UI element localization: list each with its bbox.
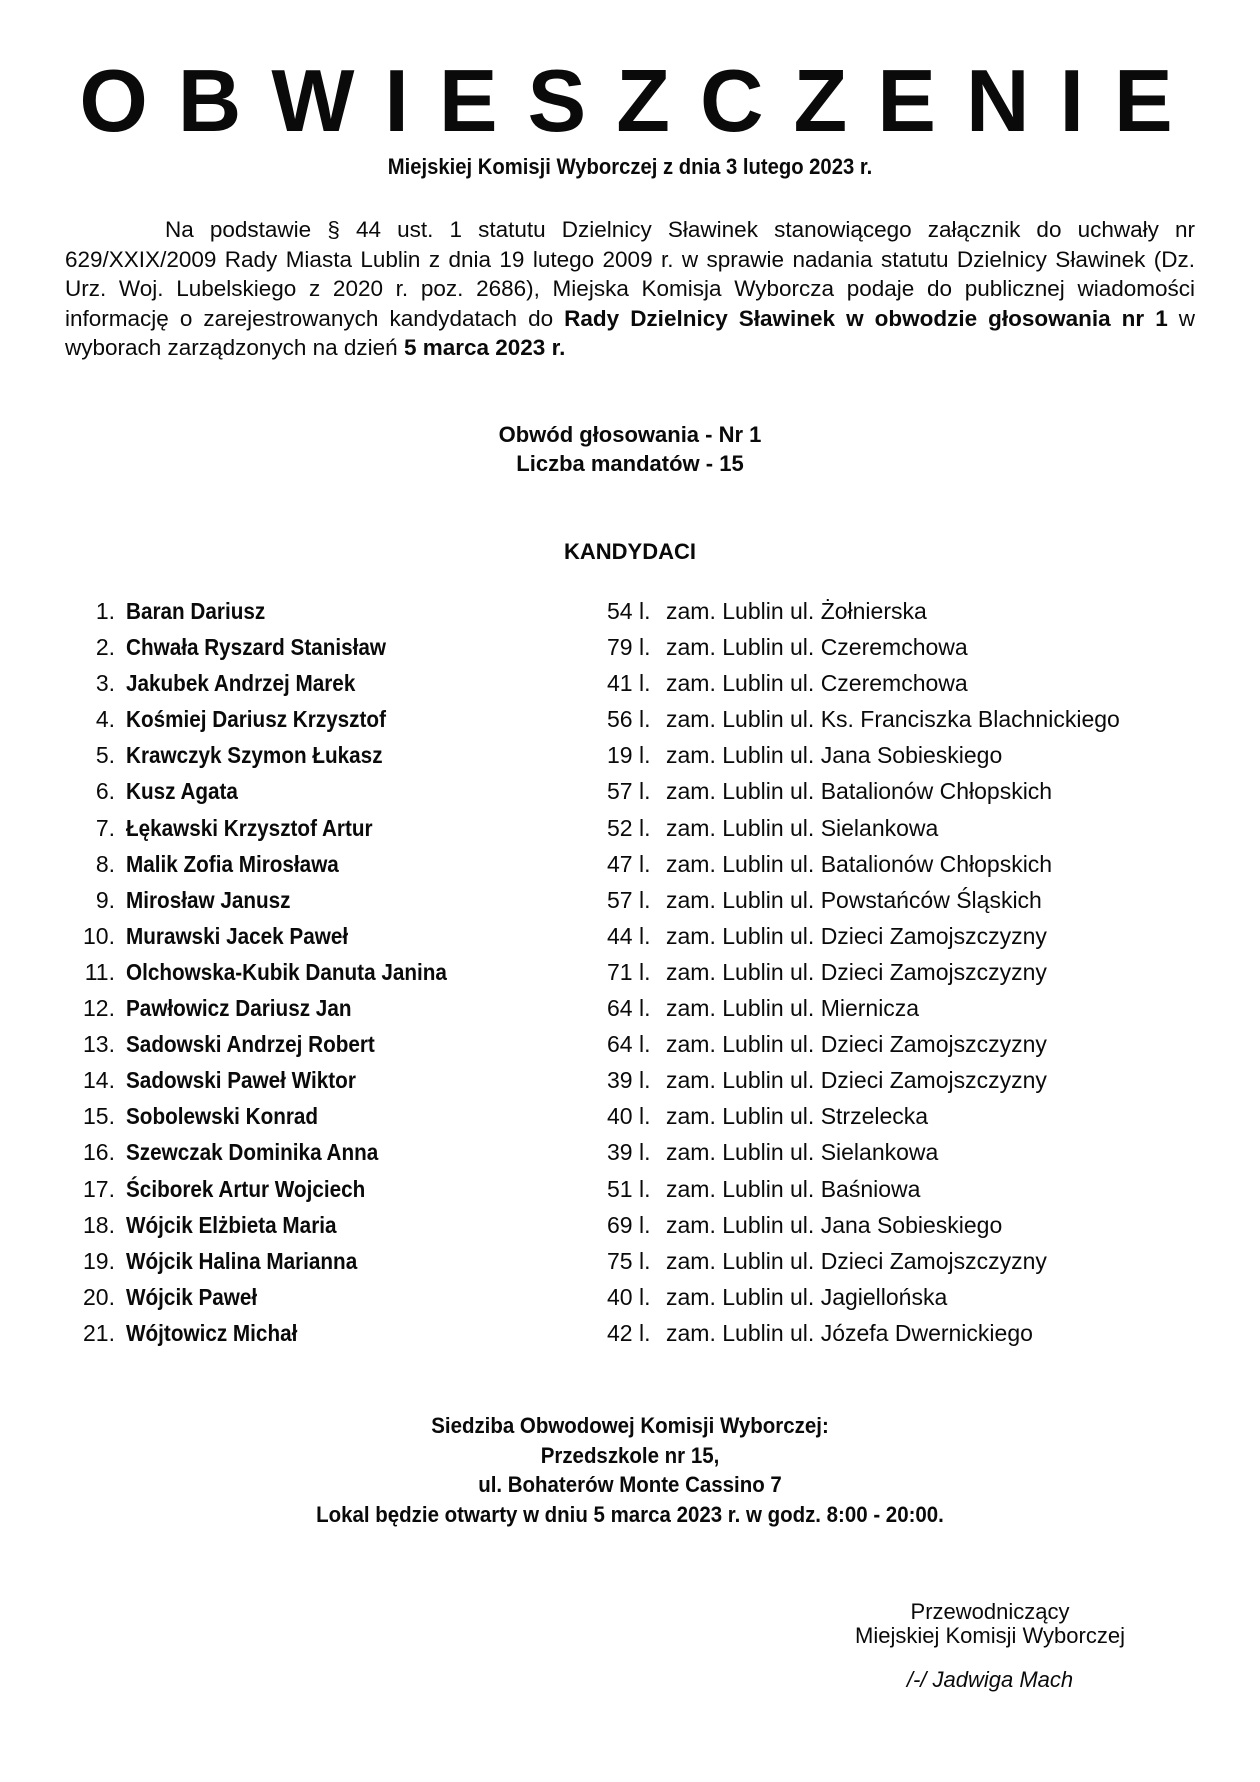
candidate-address: zam. Lublin ul. Dzieci Zamojszczyzny xyxy=(666,958,1047,985)
candidate-row xyxy=(0,993,1260,1029)
candidate-address: zam. Lublin ul. Jana Sobieskiego xyxy=(666,1211,1003,1238)
candidate-address: zam. Lublin ul. Jagiellońska xyxy=(666,1283,948,1310)
candidate-number: 16. xyxy=(83,1139,115,1166)
candidate-row xyxy=(0,668,1260,704)
candidate-row xyxy=(0,1065,1260,1101)
candidate-address: zam. Lublin ul. Dzieci Zamojszczyzny xyxy=(666,922,1047,949)
signature-name: /-/ Jadwiga Mach xyxy=(906,1667,1074,1692)
candidate-number: 13. xyxy=(83,1031,115,1058)
candidate-row xyxy=(0,632,1260,668)
signature-role-line2: Miejskiej Komisji Wyborczej xyxy=(855,1623,1125,1648)
candidate-number: 18. xyxy=(83,1211,115,1238)
candidate-age: 57 l. xyxy=(607,778,651,805)
candidate-age: 54 l. xyxy=(607,598,651,624)
seat-address: ul. Bohaterów Monte Cassino 7 xyxy=(478,1472,782,1497)
seat-heading: Siedziba Obwodowej Komisji Wyborczej: xyxy=(431,1413,829,1438)
candidate-age: 79 l. xyxy=(607,634,651,661)
candidate-address: zam. Lublin ul. Ks. Franciszka Blachnickiego xyxy=(666,706,1120,733)
district-number: Obwód głosowania - Nr 1 xyxy=(498,422,762,447)
candidate-name: Sobolewski Konrad xyxy=(126,1103,319,1130)
candidate-age: 56 l. xyxy=(607,706,651,733)
candidate-row xyxy=(0,1174,1260,1210)
candidate-row xyxy=(0,740,1260,776)
candidate-address: zam. Lublin ul. Batalionów Chłopskich xyxy=(666,850,1053,877)
candidate-number: 2. xyxy=(95,634,115,661)
candidate-age: 57 l. xyxy=(607,886,651,913)
candidate-number: 6. xyxy=(95,778,115,805)
candidate-age: 64 l. xyxy=(607,1031,651,1058)
candidate-name: Wójcik Halina Marianna xyxy=(126,1247,358,1274)
candidate-name: Wójcik Paweł xyxy=(126,1283,258,1310)
candidate-row xyxy=(0,849,1260,885)
candidate-address: zam. Lublin ul. Dzieci Zamojszczyzny xyxy=(666,1031,1047,1058)
candidate-age: 51 l. xyxy=(607,1175,651,1202)
candidate-address: zam. Lublin ul. Batalionów Chłopskich xyxy=(666,778,1053,805)
candidate-name: Pawłowicz Dariusz Jan xyxy=(126,995,352,1022)
candidate-row xyxy=(0,813,1260,849)
candidate-row xyxy=(0,885,1260,921)
candidate-number: 19. xyxy=(83,1247,115,1274)
candidate-number: 21. xyxy=(83,1319,115,1346)
candidate-number: 9. xyxy=(95,886,115,913)
intro-text-part2: w wyborach zarządzonych na dzień xyxy=(65,305,1195,360)
candidate-row xyxy=(0,957,1260,993)
candidate-address: zam. Lublin ul. Strzelecka xyxy=(666,1103,929,1130)
signature-role-line1: Przewodniczący xyxy=(910,1599,1070,1624)
candidate-address: zam. Lublin ul. Czeremchowa xyxy=(666,670,968,697)
seat-opening-hours: Lokal będzie otwarty w dniu 5 marca 2023 r. w godz. 8:00 - 20:00. xyxy=(316,1501,944,1527)
candidate-name: Sadowski Andrzej Robert xyxy=(126,1031,375,1058)
candidate-row xyxy=(0,776,1260,812)
candidate-address: zam. Lublin ul. Józefa Dwernickiego xyxy=(666,1319,1033,1346)
candidate-number: 17. xyxy=(83,1175,115,1202)
candidate-name: Wójcik Elżbieta Maria xyxy=(126,1211,337,1238)
candidate-name: Olchowska-Kubik Danuta Janina xyxy=(126,958,447,985)
candidate-name: Kośmiej Dariusz Krzysztof xyxy=(126,706,386,733)
candidate-number: 4. xyxy=(95,706,115,733)
intro-date-bold: 5 marca 2023 r. xyxy=(403,335,566,360)
candidate-name: Baran Dariusz xyxy=(126,598,266,624)
candidate-age: 42 l. xyxy=(607,1319,651,1346)
intro-paragraph xyxy=(65,215,1195,363)
candidate-name: Jakubek Andrzej Marek xyxy=(126,670,356,697)
candidate-name: Szewczak Dominika Anna xyxy=(126,1139,379,1166)
candidate-row xyxy=(0,1246,1260,1282)
candidate-name: Ściborek Artur Wojciech xyxy=(126,1175,366,1202)
intro-council-bold: Rady Dzielnicy Sławinek w obwodzie głosowania nr 1 xyxy=(564,305,1168,331)
candidate-age: 44 l. xyxy=(607,922,651,949)
candidate-name: Krawczyk Szymon Łukasz xyxy=(126,742,383,769)
candidate-name: Wójtowicz Michał xyxy=(126,1319,298,1346)
mandates-count: Liczba mandatów - 15 xyxy=(516,451,744,476)
candidate-number: 8. xyxy=(95,850,115,877)
candidates-list xyxy=(0,596,1260,1354)
candidate-number: 20. xyxy=(83,1283,115,1310)
candidate-address: zam. Lublin ul. Sielankowa xyxy=(666,1139,939,1166)
candidate-row xyxy=(0,1318,1260,1354)
candidate-address: zam. Lublin ul. Czeremchowa xyxy=(666,634,968,661)
district-info xyxy=(0,420,1260,478)
candidate-number: 10. xyxy=(83,922,115,949)
document-title: OBWIESZCZENIE xyxy=(79,51,1203,150)
candidate-address: zam. Lublin ul. Dzieci Zamojszczyzny xyxy=(666,1067,1047,1094)
candidate-row xyxy=(0,1282,1260,1318)
candidate-age: 40 l. xyxy=(607,1283,651,1310)
candidate-row xyxy=(0,1137,1260,1173)
intro-text-part1: Na podstawie § 44 ust. 1 statutu Dzielnicy Sławinek stanowiącego załącznik do uchwały nr 629/XXIX/2009 Rady Miasta Lublin z dnia 19 lutego 2009 r. w sprawie nadania statutu Dzielnicy Sławinek (Dz. Urz. Woj. Lubelskiego z 2020 r. poz. 2686), Miejska Komisja Wyborcza podaje do publicznej wiadomości informację o zarejestrowanych kandydatach do xyxy=(65,217,1195,331)
candidate-address: zam. Lublin ul. Baśniowa xyxy=(666,1175,921,1202)
candidate-age: 39 l. xyxy=(607,1139,651,1166)
candidate-name: Malik Zofia Mirosława xyxy=(126,850,339,877)
candidate-address: zam. Lublin ul. Miernicza xyxy=(666,995,920,1022)
candidate-age: 69 l. xyxy=(607,1211,651,1238)
candidate-number: 7. xyxy=(95,814,115,841)
candidate-number: 5. xyxy=(95,742,115,769)
candidate-address: zam. Lublin ul. Dzieci Zamojszczyzny xyxy=(666,1247,1047,1274)
candidate-age: 19 l. xyxy=(607,742,651,769)
candidate-number: 11. xyxy=(84,958,115,985)
candidate-name: Murawski Jacek Paweł xyxy=(126,922,349,949)
candidate-row xyxy=(0,1210,1260,1246)
candidate-name: Sadowski Paweł Wiktor xyxy=(126,1067,356,1094)
candidate-age: 39 l. xyxy=(607,1067,651,1094)
candidates-heading: KANDYDACI xyxy=(564,539,696,564)
candidate-row xyxy=(0,1101,1260,1137)
candidate-age: 41 l. xyxy=(607,670,651,697)
candidate-age: 40 l. xyxy=(607,1103,651,1130)
seat-venue: Przedszkole nr 15, xyxy=(540,1442,720,1468)
candidate-age: 47 l. xyxy=(607,850,651,877)
candidate-address: zam. Lublin ul. Jana Sobieskiego xyxy=(666,742,1003,769)
candidate-number: 15. xyxy=(83,1103,115,1130)
candidate-name: Kusz Agata xyxy=(126,778,238,805)
candidate-number: 3. xyxy=(95,670,115,697)
document-subtitle: Miejskiej Komisji Wyborczej z dnia 3 lutego 2023 r. xyxy=(387,154,873,179)
candidate-name: Łękawski Krzysztof Artur xyxy=(126,814,373,841)
candidate-number: 12. xyxy=(83,995,115,1022)
candidate-number: 1. xyxy=(95,598,115,624)
candidate-row xyxy=(0,596,1260,632)
candidate-address: zam. Lublin ul. Żołnierska xyxy=(666,598,927,624)
candidate-age: 64 l. xyxy=(607,995,651,1022)
candidate-age: 52 l. xyxy=(607,814,651,841)
candidate-name: Chwała Ryszard Stanisław xyxy=(126,634,387,661)
candidate-age: 75 l. xyxy=(607,1247,651,1274)
signature-block xyxy=(800,1600,1180,1692)
commission-seat xyxy=(44,1411,1216,1529)
candidate-row xyxy=(0,704,1260,740)
candidate-address: zam. Lublin ul. Powstańców Śląskich xyxy=(666,886,1042,913)
candidate-row xyxy=(0,921,1260,957)
candidate-number: 14. xyxy=(83,1067,115,1094)
candidate-address: zam. Lublin ul. Sielankowa xyxy=(666,814,939,841)
candidate-age: 71 l. xyxy=(607,958,651,985)
candidate-name: Mirosław Janusz xyxy=(126,886,291,913)
candidate-row xyxy=(0,1029,1260,1065)
